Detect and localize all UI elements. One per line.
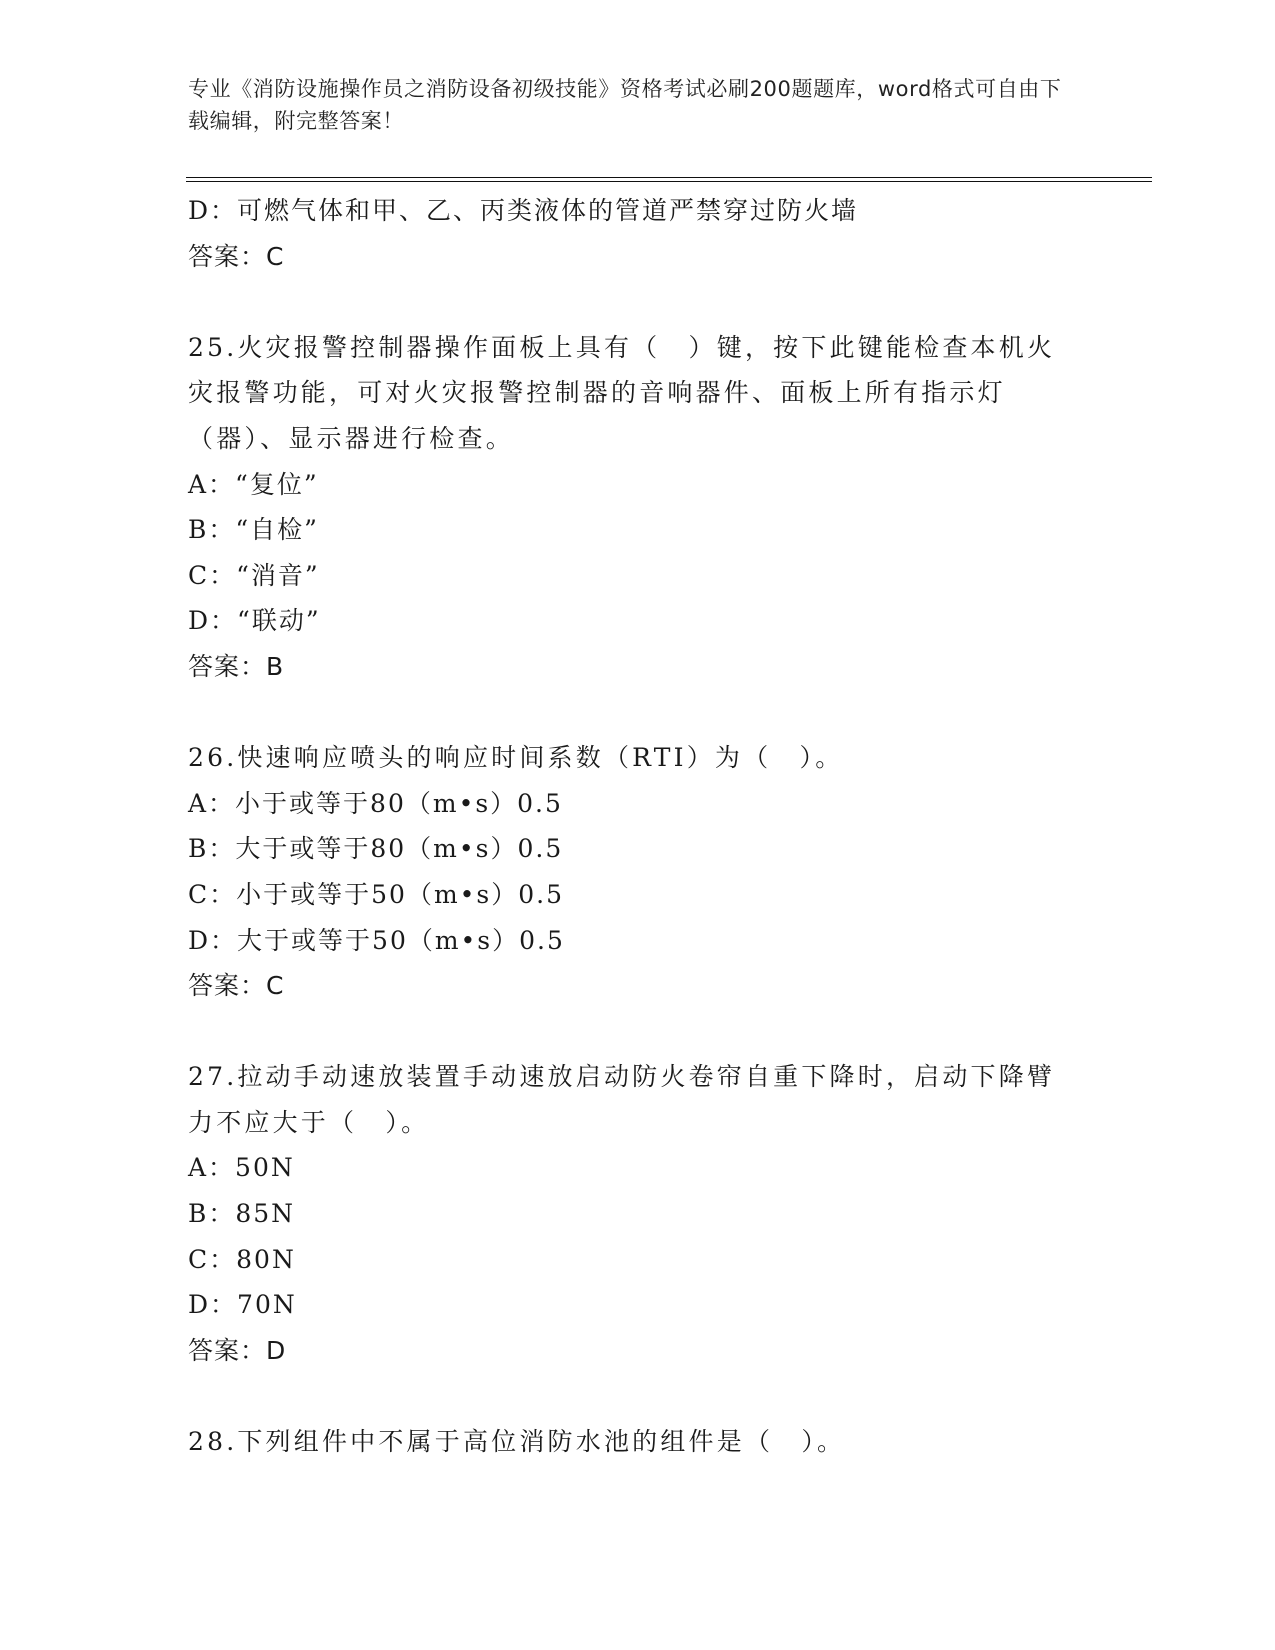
prev-question-option-d: D：可燃气体和甲、乙、丙类液体的管道严禁穿过防火墙 [188,196,859,225]
option-d: D：大于或等于50（m•s）0.5 [188,925,565,955]
option-c: C：小于或等于50（m•s）0.5 [188,879,564,909]
question-25 [188,325,1088,690]
option-b: B：大于或等于80（m•s）0.5 [188,834,564,864]
question-stem: 25.火灾报警控制器操作面板上具有（ ）键，按下此键能检查本机火灾报警功能，可对火灾报警控制器的音响器件、面板上所有指示灯（器）、显示器进行检查。 [188,332,1056,453]
option-c: C：80N [188,1244,296,1274]
option-a: A：小于或等于80（m•s）0.5 [188,788,563,818]
question-answer: 答案：C [188,971,285,1001]
question-answer: 答案：B [188,651,285,681]
question-stem: 28.下列组件中不属于高位消防水池的组件是（ ）。 [188,1427,846,1457]
question-stem: 27.拉动手动速放装置手动速放启动防火卷帘自重下降时，启动下降臂力不应大于（ ）。 [188,1062,1056,1137]
option-b: B：“自检” [188,515,319,545]
header-divider [186,177,1152,182]
spacer [188,690,1088,736]
page-header: 专业《消防设施操作员之消防设备初级技能》资格考试必刷200题题库，word格式可自由下载编辑，附完整答案！ [188,77,1062,133]
prev-question-answer: 答案：C [188,241,285,271]
option-b: B：85N [188,1199,296,1229]
option-d: D：70N [188,1290,297,1320]
document-body [188,188,1088,1465]
question-26 [188,735,1088,1009]
spacer [188,1373,1088,1419]
option-c: C：“消音” [188,560,320,590]
option-a: A：“复位” [188,469,319,499]
option-a: A：50N [188,1153,295,1183]
question-stem: 26.快速响应喷头的响应时间系数（RTI）为（ ）。 [188,743,844,773]
question-27 [188,1054,1088,1373]
option-d: D：“联动” [188,606,321,636]
question-28 [188,1419,1088,1465]
spacer [188,1009,1088,1055]
spacer [188,279,1088,325]
question-answer: 答案：D [188,1335,287,1365]
